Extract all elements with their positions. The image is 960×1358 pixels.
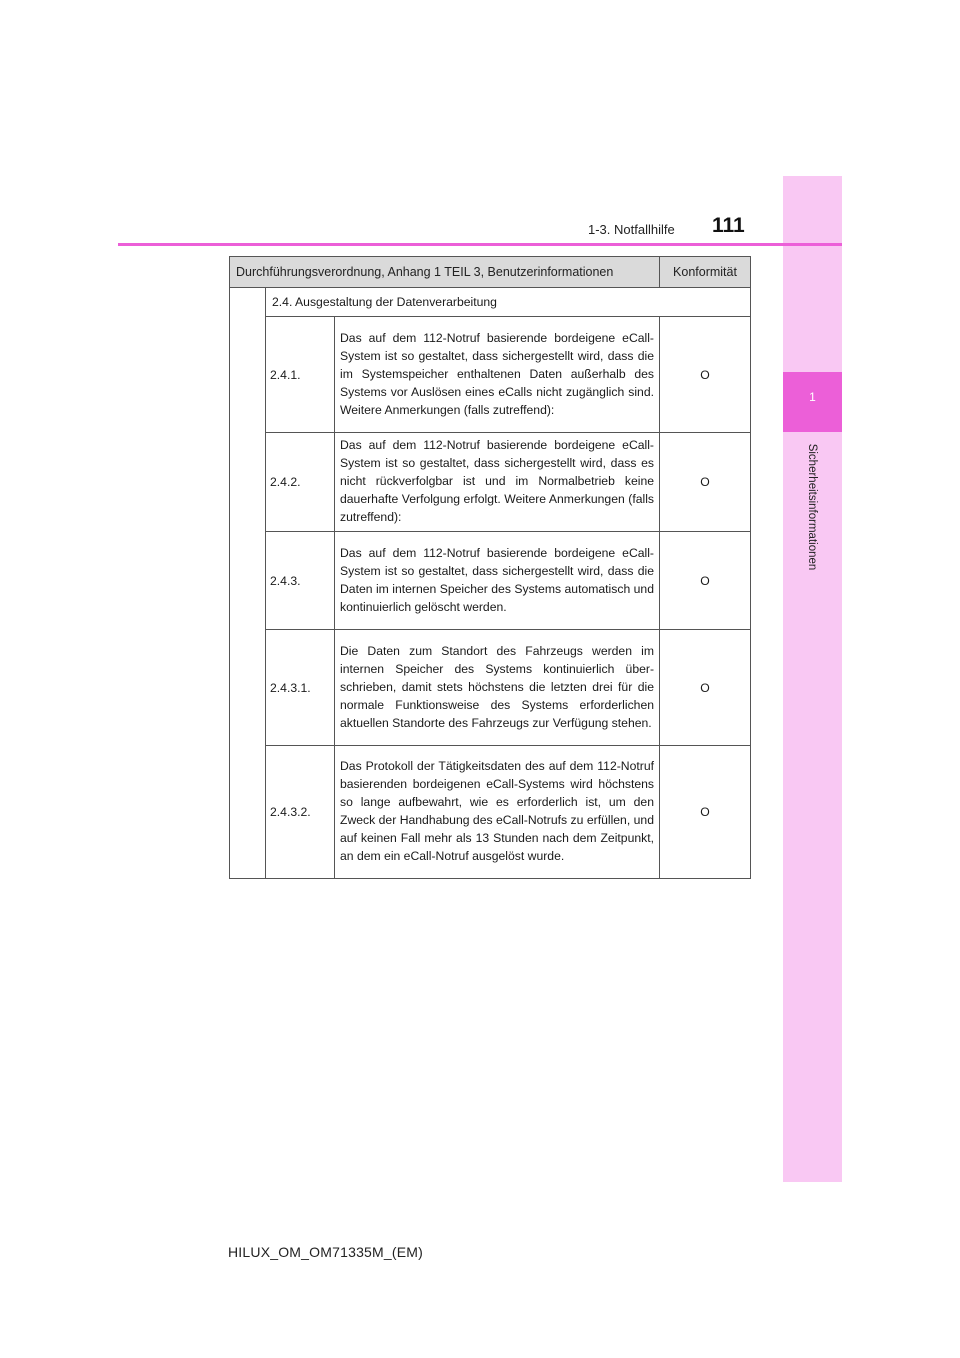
table-header-row: [230, 257, 751, 288]
table-subheading: 2.4. Ausgestaltung der Datenverarbeitung: [266, 288, 751, 317]
table-row: [230, 746, 751, 879]
header-rule: [118, 243, 842, 246]
manual-code: HILUX_OM_OM71335M_(EM): [228, 1244, 424, 1260]
page-number: 111: [712, 214, 745, 237]
row-text: Das Protokoll der Tätigkeitsdaten des auf dem 112-Notruf basierenden bordeigenen eCall-Systems wird höchstens so lange aufbewahrt, wie es erforderlich ist, um den Zweck der Handhabung des eCall-Notrufs zu erfüllen, und auf keinen Fall mehr als 13 Stunden nach dem Zeitpunkt, an dem ein eCall-Notruf ausgelöst wurde.: [335, 746, 660, 879]
table-row: [230, 630, 751, 746]
conformity-table: [229, 256, 751, 879]
row-text: Das auf dem 112-Notruf basierende bordeigene eCall-System ist so gestaltet, dass sichergestellt wird, dass die im Systemspeicher enthaltenen Daten außerhalb des Systems vor Auslösen eines eCalls nicht zugänglich sind. Weitere Anmerkungen (falls zutreffend):: [335, 317, 660, 433]
chapter-title: Sicherheitsinformationen: [806, 443, 818, 571]
row-number: 2.4.1.: [266, 317, 335, 433]
conformity-mark: O: [660, 532, 751, 630]
row-text: Die Daten zum Standort des Fahrzeugs werden im internen Speicher des Systems kontinuierlich überschrieben, damit stets höchstens die letzten drei für die normale Funktionsweise des Systems erforderlichen aktuellen Standorte des Fahrzeugs zur Verfügung stehen.: [335, 630, 660, 746]
row-number: 2.4.3.1.: [266, 630, 335, 746]
chapter-number: 1: [809, 390, 816, 404]
conformity-mark: O: [660, 317, 751, 433]
column-header-regulation: Durchführungsverordnung, Anhang 1 TEIL 3, Benutzerinformationen: [230, 257, 660, 288]
table-row: [230, 433, 751, 532]
row-text: Das auf dem 112-Notruf basierende bordeigene eCall-System ist so gestaltet, dass sichergestellt wird, dass die Daten im internen Speicher des Systems automatisch und kontinuierlich gelöscht werden.: [335, 532, 660, 630]
row-text: Das auf dem 112-Notruf basierende bordeigene eCall-System ist so gestaltet, dass sichergestellt wird, dass es nicht rückverfolgbar ist und im Normalbetrieb keine dauerhafte Verfolgung erfolgt. Weitere Anmerkungen (falls zutreffend):: [335, 433, 660, 532]
chapter-side-strip: [783, 176, 842, 1182]
column-header-conformity: Konformität: [660, 257, 751, 288]
conformity-mark: O: [660, 433, 751, 532]
row-number: 2.4.3.2.: [266, 746, 335, 879]
row-number: 2.4.2.: [266, 433, 335, 532]
table-subheading-row: [230, 288, 751, 317]
row-number: 2.4.3.: [266, 532, 335, 630]
table-row: [230, 317, 751, 433]
table-row: [230, 532, 751, 630]
conformity-mark: O: [660, 746, 751, 879]
indent-cell: [230, 288, 266, 879]
section-label: 1-3. Notfallhilfe: [588, 222, 675, 237]
conformity-mark: O: [660, 630, 751, 746]
